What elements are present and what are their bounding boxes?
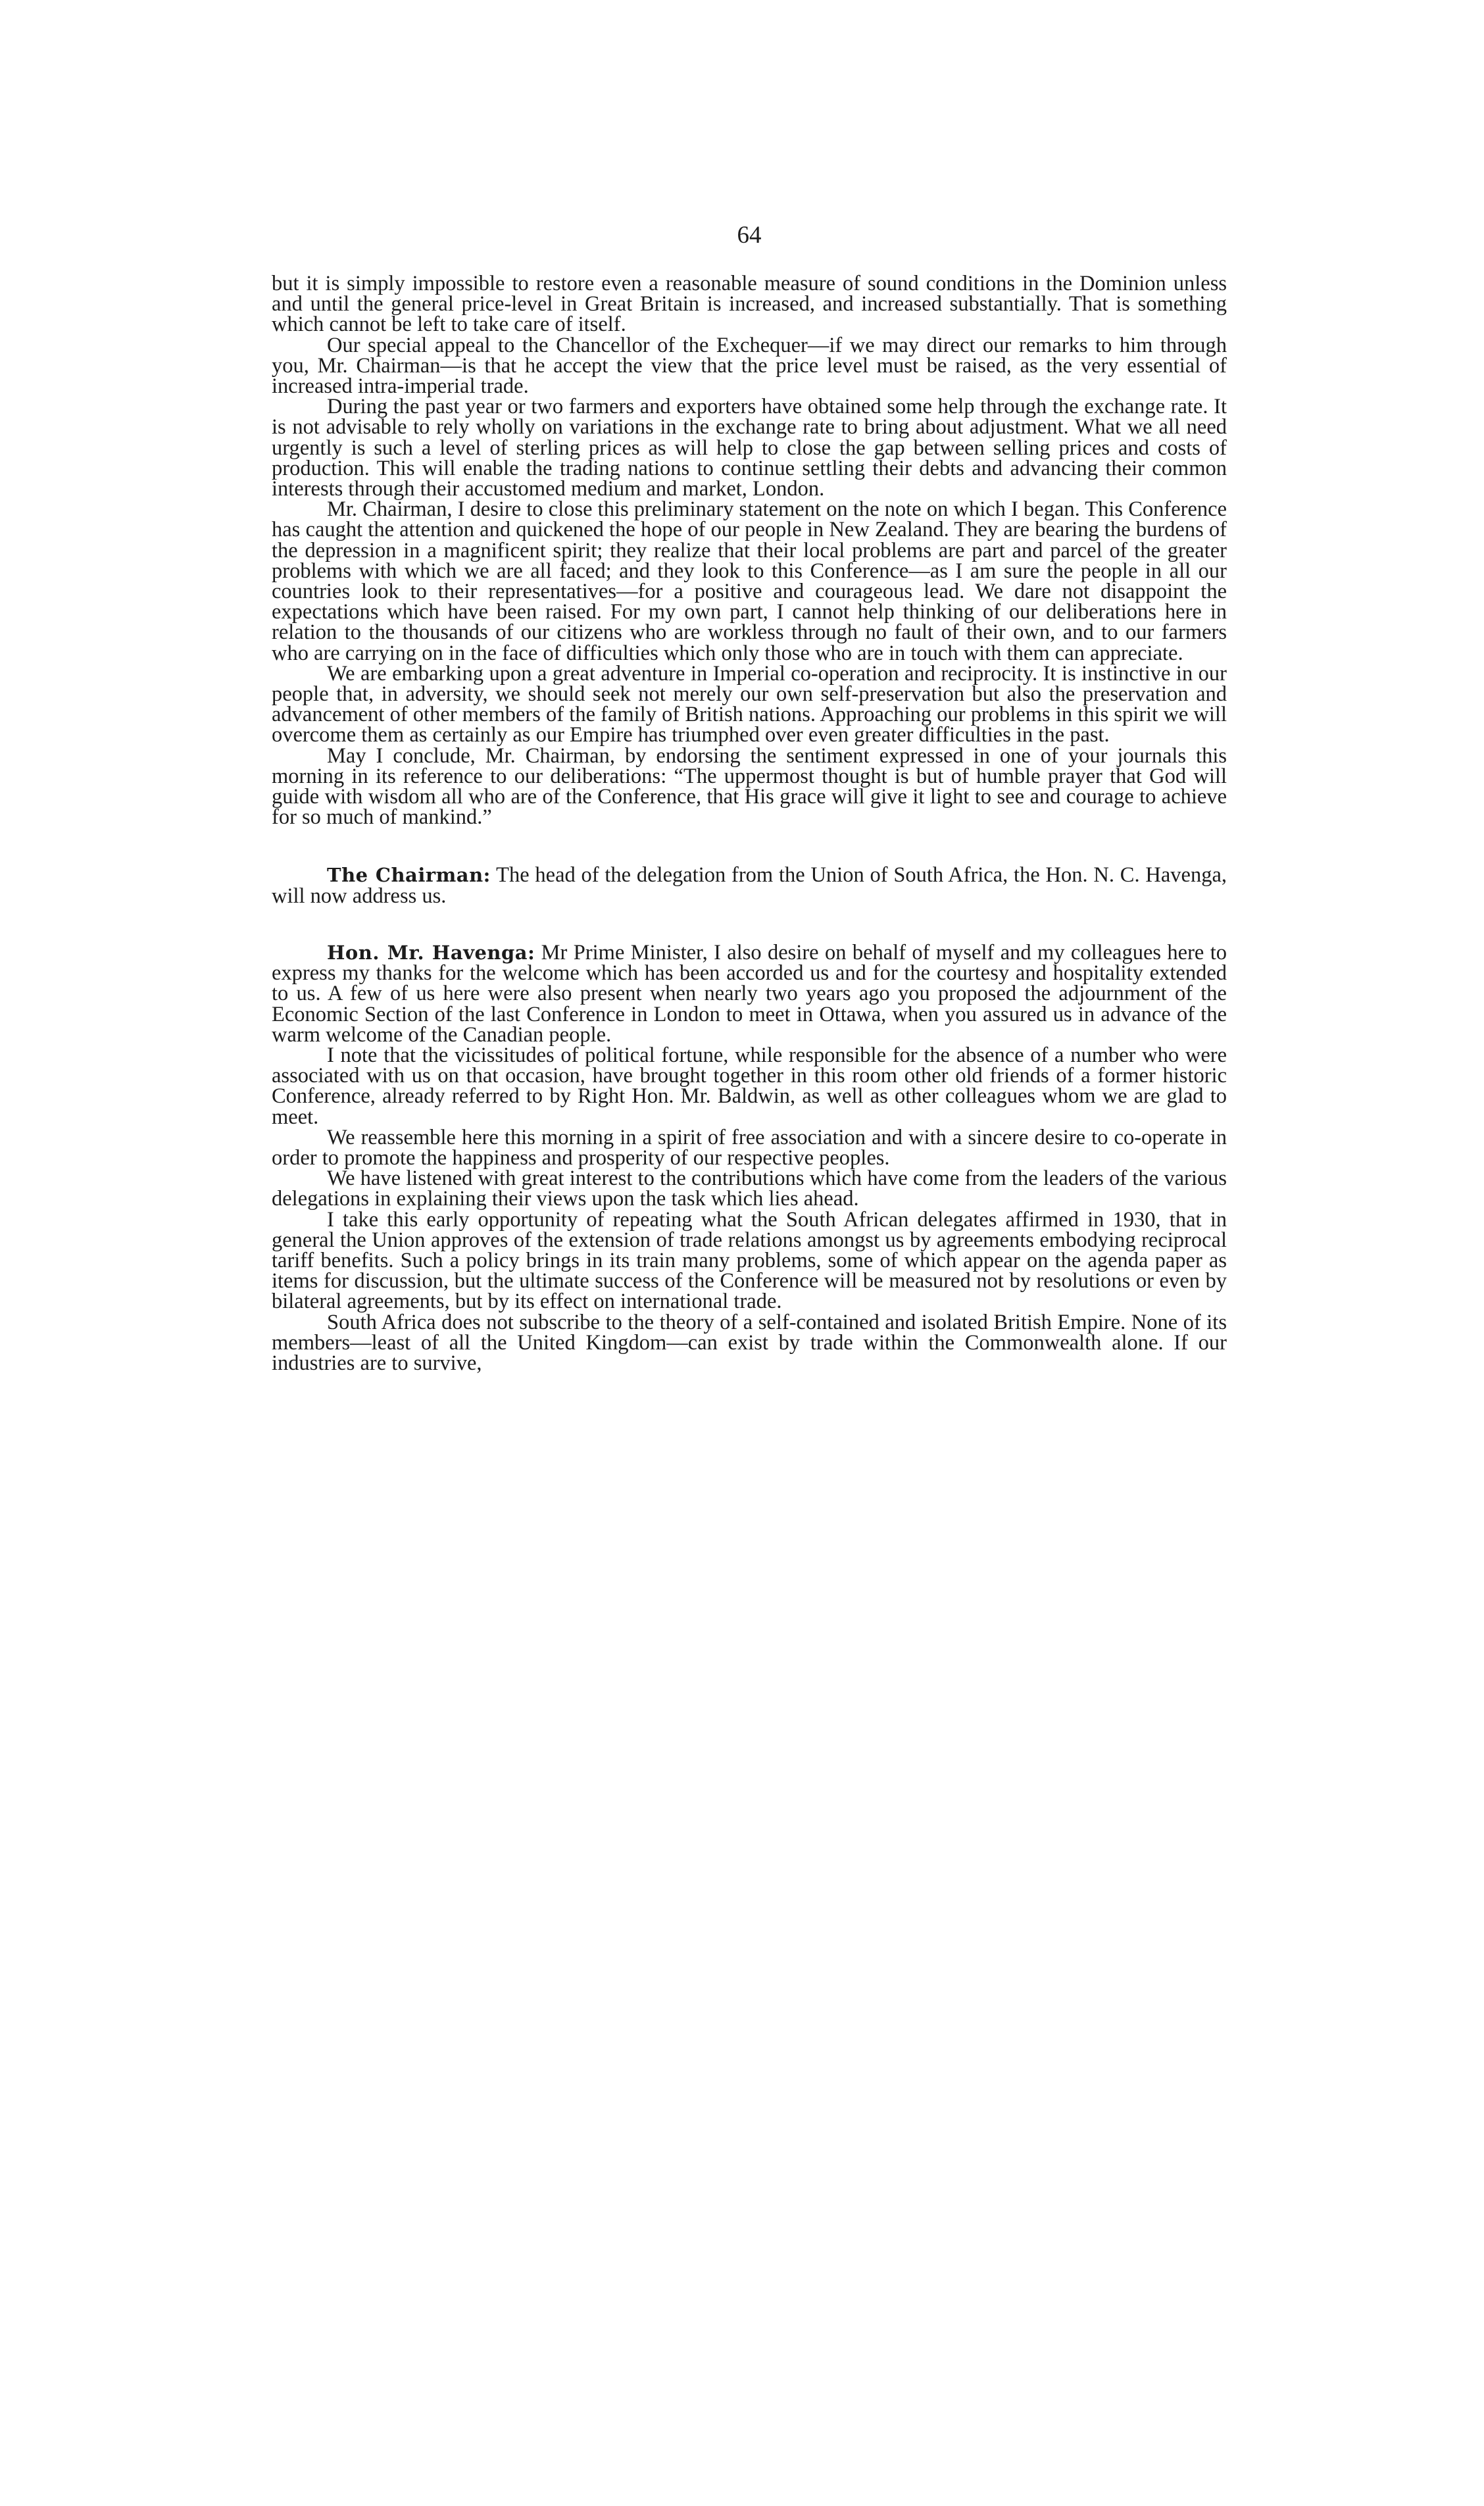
speech-paragraph xyxy=(272,940,1227,1047)
paragraph: I note that the vicissitudes of political fortune, while responsible for the absence of a number who were associated with us on that occasion, have brought together in this room other old friends of a former historic Conference, already referred to by Right Hon. Mr. Baldwin, as well as other colleagues whom we are glad to meet. xyxy=(272,1043,1227,1129)
paragraph: but it is simply impossible to restore even a reasonable measure of sound conditions in the Dominion unless and until the general price-level in Great Britain is increased, and increased substantially. That is something which cannot be left to take care of itself. xyxy=(272,272,1227,337)
paragraph: We are embarking upon a great adventure in Imperial co-operation and reciprocity. It is instinctive in our people that, in adversity, we should seek not merely our own self-preservation but also the preservation and advancement of other members of the family of British nations. Approaching our problems in this spirit we will overcome them as certainly as our Empire has triumphed over even greater difficulties in the past. xyxy=(272,661,1227,747)
paragraph: May I conclude, Mr. Chairman, by endorsing the sentiment expressed in one of your journals this morning in its reference to our deliberations: “The uppermost thought is but of humble prayer that God will guide with wisdom all who are of the Conference, that His grace will give it light to see and courage to achieve for so much of mankind.” xyxy=(272,743,1227,830)
body-text xyxy=(272,274,1227,1374)
paragraph: I take this early opportunity of repeating what the South African delegates affirmed in 1930, that in general the Union approves of the extension of trade relations amongst us by agreements embodying reciprocal tariff benefits. Such a policy brings in its train many problems, some of which appear on the agenda paper as items for discussion, but the ultimate success of the Conference will be measured not by resolutions or even by bilateral agreements, but by its effect on international trade. xyxy=(272,1207,1227,1314)
paragraph: We have listened with great interest to the contributions which have come from the leaders of the various delegations in explaining their views upon the task which lies ahead. xyxy=(272,1166,1227,1211)
speech-text: Mr Prime Minister, I also desire on behalf of myself and my colleagues here to express my thanks for the welcome which has been accorded us and for the courtesy and hospitality extended to us. A few of us here were also present when nearly two years ago you proposed the adjournment of the Economic Section of the last Conference in London to meet in Ottawa, when you assured us in advance of the warm welcome of the Canadian people. xyxy=(272,940,1227,1047)
paragraph: We reassemble here this morning in a spirit of free association and with a sincere desire to co-operate in order to promote the happiness and prosperity of our respective peoples. xyxy=(272,1125,1227,1170)
paragraph: South Africa does not subscribe to the theory of a self-contained and isolated British Empire. None of its members—least of all the United Kingdom—can exist by trade within the Commonwealth alone. If our industries are to survive, xyxy=(272,1310,1227,1375)
paragraph: Mr. Chairman, I desire to close this preliminary statement on the note on which I began. This Conference has caught the attention and quickened the hope of our people in New Zealand. They are bearing the burdens of the depression in a magnificent spirit; they realize that their local problems are part and parcel of the greater problems with which we are all faced; and they look to this Conference—as I am sure the people in all our countries look to their representatives—for a positive and courageous lead. We dare not disappoint the expectations which have been raised. For my own part, I cannot help thinking of our deliberations here in relation to the thousands of our citizens who are workless through no fault of their own, and to our farmers who are carrying on in the face of difficulties which only those who are in touch with them can appreciate. xyxy=(272,497,1227,665)
paragraph: During the past year or two farmers and exporters have obtained some help through the exchange rate. It is not advisable to rely wholly on variations in the exchange rate to bring about adjustment. What we all need urgently is such a level of sterling prices as will help to close the gap between selling prices and costs of production. This will enable the trading nations to continue settling their debts and advancing their common interests through their accustomed medium and market, London. xyxy=(272,395,1227,501)
paragraph: Our special appeal to the Chancellor of the Exchequer—if we may direct our remarks to him through you, Mr. Chairman—is that he accept the view that the price level must be raised, as the very essential of increased intra-imperial trade. xyxy=(272,333,1227,399)
speech-text: The head of the delegation from the Union of South Africa, the Hon. N. C. Havenga, will now address us. xyxy=(272,863,1227,908)
speaker-name: Hon. Mr. Havenga: xyxy=(327,941,535,964)
page-number: 64 xyxy=(737,222,762,249)
speech-paragraph xyxy=(272,865,1227,906)
speaker-name: The Chairman: xyxy=(327,864,491,887)
